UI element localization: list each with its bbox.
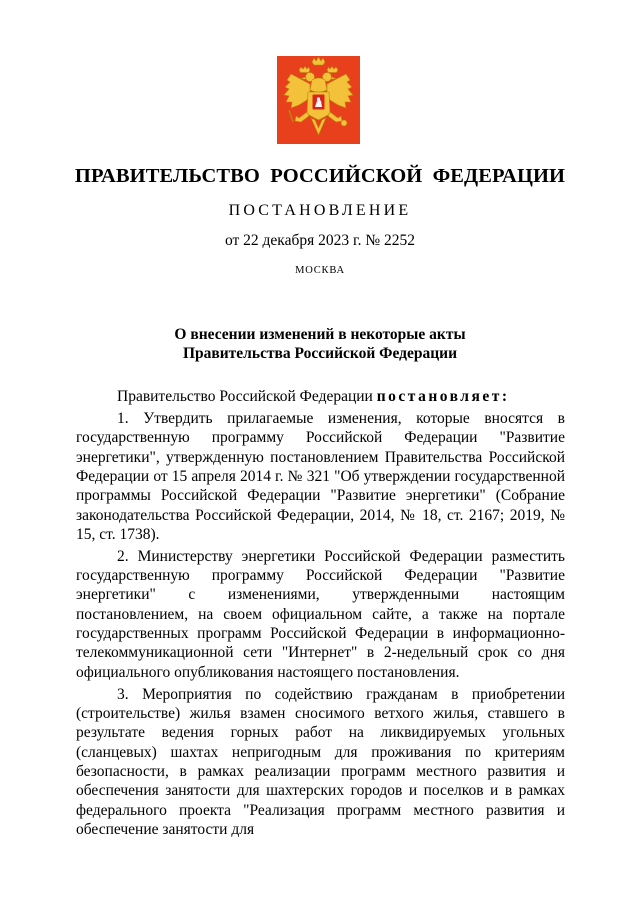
document-subject bbox=[0, 325, 640, 363]
government-title: ПРАВИТЕЛЬСТВО РОССИЙСКОЙ ФЕДЕРАЦИИ bbox=[74, 165, 566, 187]
subject-line-2: Правительства Российской Федерации bbox=[182, 345, 458, 362]
coat-of-arms-icon bbox=[277, 56, 360, 144]
document-body bbox=[76, 387, 565, 839]
document-city: МОСКВА bbox=[295, 265, 345, 276]
subject-line-1: О внесении изменений в некоторые акты bbox=[174, 326, 466, 343]
intro-text: Правительство Российской Федерации bbox=[117, 388, 377, 405]
coat-of-arms-emblem bbox=[277, 56, 360, 144]
paragraph-1: 1. Утвердить прилагаемые изменения, которые вносятся в государственную программу Российской Федерации "Развитие энергетики", утвержденную постановлением Правительства Российской Федерации от 15 апреля 2014 г. № 321 "Об утверждении государственной программы Российской Федерации "Развитие энергетики" (Собрание законодательства Российской Федерации, 2014, № 18, ст. 2167; 2019, № 15, ст. 1738). bbox=[76, 409, 565, 543]
document-date-number: от 22 декабря 2023 г. № 2252 bbox=[224, 232, 416, 249]
decree-word: постановляет: bbox=[376, 388, 510, 405]
document-type: ПОСТАНОВЛЕНИЕ bbox=[228, 202, 412, 219]
paragraph-2: 2. Министерству энергетики Российской Федерации разместить государственную программу Российской Федерации "Развитие энергетики" с изменениями, утвержденными настоящим постановлением, на своем официальном сайте, а также на портале государственных программ Российской Федерации в информационно-телекоммуникационной сети "Интернет" в 2-недельный срок со дня официального опубликования настоящего постановления. bbox=[76, 547, 565, 681]
intro-paragraph bbox=[76, 387, 565, 406]
paragraph-3: 3. Мероприятия по содействию гражданам в приобретении (строительстве) жилья взамен сносимого ветхого жилья, ставшего в результате ведения горных работ на ликвидируемых угольных (сланцевых) шахтах непригодным для проживания по критериям безопасности, в рамках реализации программ местного развития и обеспечения занятости для шахтерских городов и поселков и в рамках федерального проекта "Реализация программ местного развития и обеспечение занятости для bbox=[76, 685, 565, 839]
